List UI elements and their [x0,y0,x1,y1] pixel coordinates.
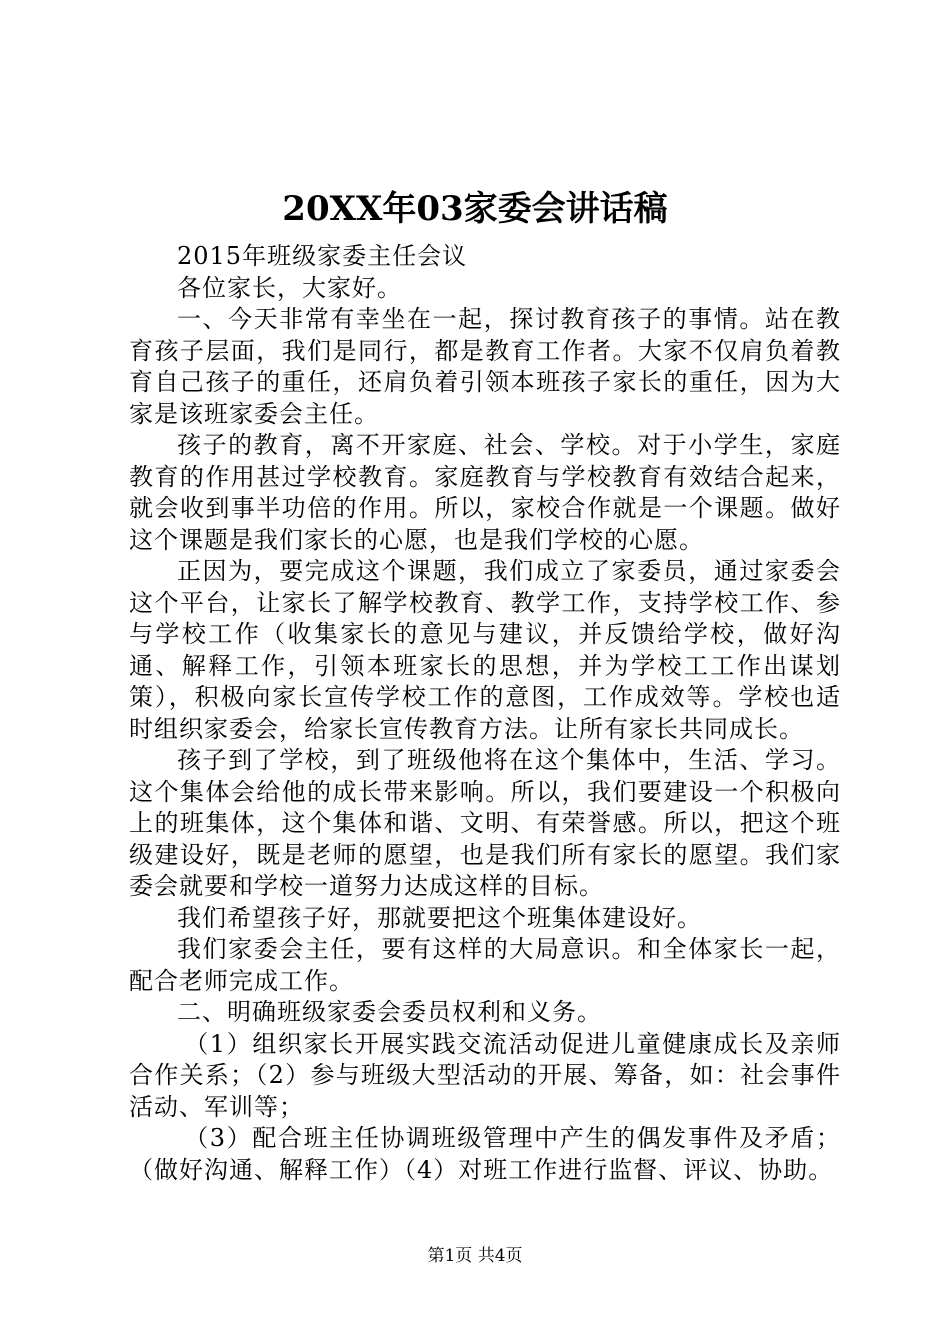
paragraph-section-two: 二、明确班级家委会委员权利和义务。 [177,998,602,1026]
paragraph-duties-three-four: （3）配合班主任协调班级管理中产生的偶发事件及矛盾；（做好沟通、解释工作）（4）对班工作进行监督、评议、协助。 [129,1124,841,1184]
paragraph-overall-awareness: 我们家委会主任，要有这样的大局意识。和全体家长一起，配合老师完成工作。 [129,935,841,995]
document-body [129,241,841,1186]
document-title: 20XX年03家委会讲话稿 [282,189,668,229]
paragraph-hope: 我们希望孩子好，那就要把这个班集体建设好。 [177,903,702,932]
paragraph-class-collective: 孩子到了学校，到了班级他将在这个集体中，生活、学习。这个集体会给他的成长带来影响。所以，我们要建设一个积极向上的班集体，这个集体和谐、文明、有荣誉感。所以，把这个班级建设好，既是老师的愿望，也是我们所有家长的愿望。我们家委会就要和学校一道努力达成这样的目标。 [129,746,841,900]
paragraph-family-education: 孩子的教育，离不开家庭、社会、学校。对于小学生，家庭教育的作用甚过学校教育。家庭教育与学校教育有效结合起来，就会收到事半功倍的作用。所以，家校合作就是一个课题。做好这个课题是我们家长的心愿，也是我们学校的心愿。 [129,431,841,554]
page-number-footer: 第1页 共4页 [427,1246,523,1266]
paragraph-duties-one-two: （1）组织家长开展实践交流活动促进儿童健康成长及亲师合作关系；（2）参与班级大型活动的开展、筹备，如：社会事件活动、军训等； [129,1029,841,1121]
paragraph-meeting-name: 2015年班级家委主任会议 [177,242,468,270]
paragraph-committee-purpose: 正因为，要完成这个课题，我们成立了家委员，通过家委会这个平台，让家长了解学校教育、教学工作，支持学校工作、参与学校工作（收集家长的意见与建议，并反馈给学校，做好沟通、解释工作，引领本班家长的思想，并为学校工工作出谋划策），积极向家长宣传学校工作的意图，工作成效等。学校也适时组织家委会，给家长宣传教育方法。让所有家长共同成长。 [129,557,841,743]
paragraph-greeting: 各位家长，大家好。 [177,273,402,302]
paragraph-section-one: 一、今天非常有幸坐在一起，探讨教育孩子的事情。站在教育孩子层面，我们是同行，都是教育工作者。大家不仅肩负着教育自己孩子的重任，还肩负着引领本班孩子家长的重任，因为大家是该班家委会主任。 [129,305,841,428]
